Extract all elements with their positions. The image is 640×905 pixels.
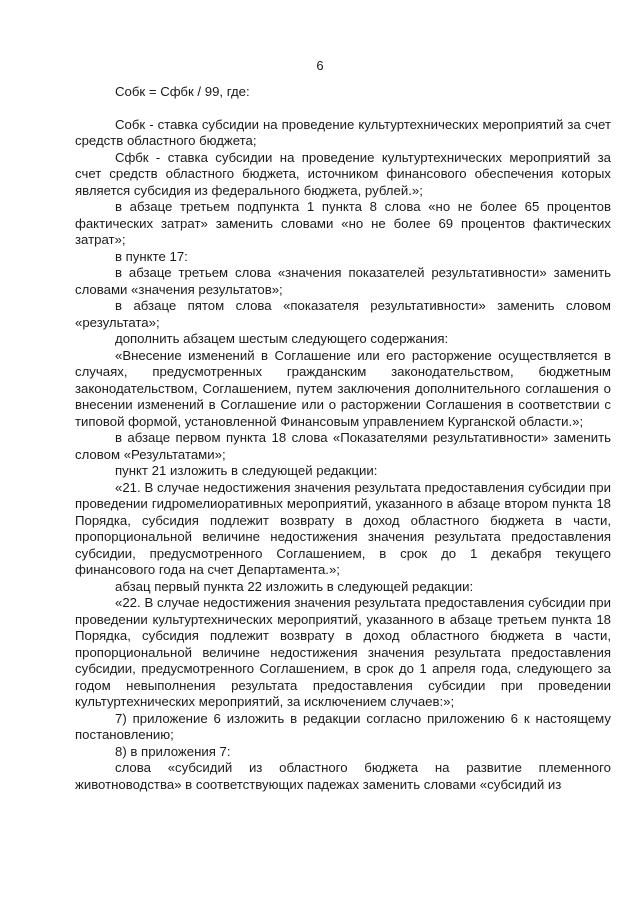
paragraph: в абзаце первом пункта 18 слова «Показателями результативности» заменить словом «Результатами»; xyxy=(75,430,611,462)
paragraph: в пункте 17: xyxy=(115,248,188,264)
paragraph: 7) приложение 6 изложить в редакции согласно приложению 6 к настоящему постановлению; xyxy=(75,710,611,742)
paragraph: «Внесение изменений в Соглашение или его расторжение осуществляется в случаях, предусмотренных гражданским законодательством, бюджетным законодательством, Соглашением, путем заключения дополнительного соглашения о внесении изменений в Соглашение или о расторжении Соглашения в соответствии с типовой формой, установленной Финансовым управлением Курганской области.»; xyxy=(75,347,611,429)
paragraph: пункт 21 изложить в следующей редакции: xyxy=(115,463,378,478)
document-body xyxy=(75,84,611,793)
paragraph: слова «субсидий из областного бюджета на развитие племенного животноводства» в соответствующих падежах заменить словами «субсидий из xyxy=(75,760,611,792)
page-number: 6 xyxy=(316,58,324,73)
paragraph: «21. В случае недостижения значения результата предоставления субсидии при проведении гидромелиоративных мероприятий, указанного в абзаце втором пункта 18 Порядка, субсидия подлежит возврату в доход областного бюджета в части, пропорциональной величине недостижения значения результата предоставления субсидии, предусмотренного Соглашением, в срок до 1 декабря текущего финансового года на счет Департамента.»; xyxy=(75,479,611,577)
paragraph: в абзаце третьем слова «значения показателей результативности» заменить словами «значения результатов»; xyxy=(75,265,611,297)
paragraph: Собк - ставка субсидии на проведение культуртехнических мероприятий за счет средств областного бюджета; xyxy=(75,116,611,148)
paragraph: дополнить абзацем шестым следующего содержания: xyxy=(115,331,449,346)
paragraph: в абзаце пятом слова «показателя результативности» заменить словом «результата»; xyxy=(75,298,611,330)
formula: Собк = Сфбк / 99, где: xyxy=(115,84,250,99)
paragraph: абзац первый пункта 22 изложить в следующей редакции: xyxy=(115,578,474,594)
paragraph: Сфбк - ставка субсидии на проведение культуртехнических мероприятий за счет средств областного бюджета, источником финансового обеспечения которых является субсидия из федерального бюджета, рублей.»; xyxy=(75,149,611,198)
paragraph: 8) в приложения 7: xyxy=(115,743,231,759)
paragraph: в абзаце третьем подпункта 1 пункта 8 слова «но не более 65 процентов фактических затрат» заменить словами «но не более 69 процентов фактических затрат»; xyxy=(75,199,611,247)
paragraph: «22. В случае недостижения значения результата предоставления субсидии при проведении культуртехнических мероприятий, указанного в абзаце третьем пункта 18 Порядка, субсидия подлежит возврату в доход областного бюджета в части, пропорциональной величине недостижения значения результата предоставления субсидии, предусмотренного Соглашением, в срок до 1 апреля года, следующего за годом невыполнения результата предоставления субсидии при проведении культуртехнических мероприятий, за исключением случаев:»; xyxy=(75,595,611,709)
